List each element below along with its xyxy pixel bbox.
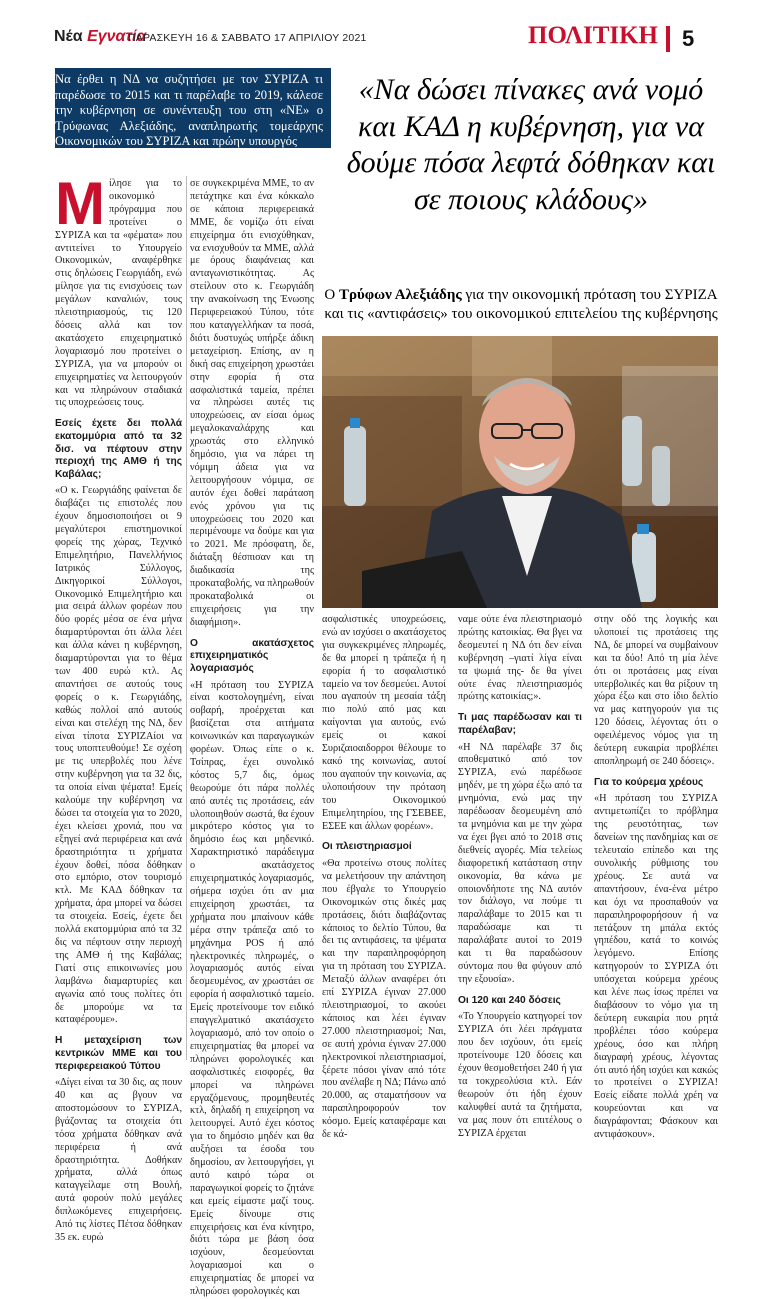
subhead-name: Τρύφων Αλεξιάδης — [339, 287, 462, 303]
page-header — [0, 0, 770, 62]
paragraph: ασφαλιστικές υποχρεώσεις, ενώ αν ισχύσει ο ακατάσχετος για συγκεκριμένες πληρωμές, δε θα μπορεί η τράπεζα ή η εφορία ή το ασφαλιστικό ταμείο να τον δεσμεύει. Αυτοί που αγαπούν τη μεσαία τάξη πιο πολύ από μας και καίγονται για αυτούς, ενώ εμείς οι κακοί Συριζαιοαιδορροι θέλουμε το κακό της κοινωνίας, αυτοί που αγαπούν την κοινωνία, ας υλοποιήσουν την πρόταση του Οικονομικού Επιμελητηρίου, της ΓΣΕΒΕΕ, ΕΣΕΕ και άλλων φορέων». — [322, 614, 446, 833]
article-column-2 — [190, 178, 314, 1058]
brand-part-1: Νέα — [54, 28, 83, 45]
page-number: 5 — [682, 26, 694, 52]
paragraph: «Το Υπουργείο κατηγορεί τον ΣΥΡΙΖΑ ότι λέει πράγματα που δεν ισχύουν, ότι εμείς προτείνουμε 120 δόσεις και έχουν θεσμοθετήσει 240 ή για τα τοκχρεολύσια κτλ. Εάν θεωρούν ότι ήδη έχουν καλυφθεί αυτά τα ζητήματα, να μας πουν ότι επιτέλους ο ΣΥΡΙΖΑ έρχεται — [458, 1011, 582, 1140]
section-subheading: Για το κούρεμα χρέους — [594, 777, 718, 790]
paragraph: σε συγκεκριμένα ΜΜΕ, το αν πετάχτηκε και ένα κόκκαλο σε κάποια περιφερειακά ΜΜΕ, δε νομίζω ότι είναι επιχείρημα ότι ενισχύθηκαν, να ενισχυθούν τα ΜΜΕ, αλλά με όρους διαφάνειας και ανταγωνιστικότητας. Ας στείλουν στο κ. Γεωργιάδη την ανακοίνωση της Ένωσης Περιφερειακού Τύπου, τότε που καταγγελλήκαν τα ποσά, διότι δυστυχώς υπήρξε άδικη μεταχείριση. Επίσης, αν η δική σας επιχείρηση χρωστάει στην εφορία ή στα ασφαλιστικά ταμεία, πρέπει να πληρώσει αυτές τις υποχρεώσεις, αν είσαι όμως μεγαλοκαναλάρχης και χρωστάς στο ελληνικό δημόσιο, για να πάρει τη νόμιμη άδεια για να λειτουργήσουν νόμιμα, σε αυτόν έχει δοθεί παράταση ενός χρόνου για τις υποχρεώσεις του 2020 και περιμένουμε να δούμε και για το 2021. Με πρόσφατη, δε, διάταξη θέσπισαν και τη διαδικασία της προκαταβολής, να πληρωθούν προκαταβολικά οι επιχειρήσεις για την διαφήμιση». — [190, 178, 314, 630]
subheadline — [322, 286, 720, 323]
section-subheading: Ο ακατάσχετος επιχειρηματικός λογαριασμός — [190, 638, 314, 676]
paragraph: στην οδό της λογικής και υλοποιεί τις προτάσεις της ΝΔ, δε μπορεί να συμβαίνουν και τα δύο! Από τη μία λένε ότι οι προτάσεις μας είναι υπερβολικές και θα ρίξουν τη χώρα έξω και στο ίδιο δελτίο να μας κατηγορούν για τις 120 δόσεις, λέγοντας ότι ο οφειλέμενος νόμος για τη δεύτερη ευκαιρία προβλέπει αποπληρωμή σε 240 δόσεις». — [594, 614, 718, 769]
paragraph: «Η ΝΔ παρέλαβε 37 δις αποθεματικό από τον ΣΥΡΙΖΑ, ενώ παρέδωσε μηδέν, με τη χώρα έξω από τα μνημόνια, ενώ μας την παρέδωσαν δεσμευμένη από τα μνημόνια και με την χώρα να έχει βγει από το 2018 στις διεθνείς αγορές. Μία τελείως διαφορετική κατάσταση στην οικονομία, θα κάνω με οποιονδήποτε της ΝΔ αυτόν τον διάλογο, να πούμε τι παραλάβαμε το 2015 και τι παραδώσαμε και τι παραλάβατε αυτοί το 2019 και τι θα παραδώσουν σύντομα που θα φύγουν από την εξουσία». — [458, 742, 582, 987]
article-column-4 — [458, 614, 582, 1058]
section-title: ΠΟΛΙΤΙΚΗ — [528, 22, 646, 50]
paragraph: ναμε ούτε ένα πλειστηριασμό πρώτης κατοικίας. Θα βγει να δεσμευτεί η ΝΔ ότι δεν είναι κυβέρνηση –γιατί λίγα είναι τα ψωμιά της- δε θα γίνει ούτε ένας πλειστηριασμός πρώτης κατοικίας;». — [458, 614, 582, 704]
paragraph: «Η πρόταση του ΣΥΡΙΖΑ αντιμετωπίζει το πρόβλημα της ρευστότητας, των δανείων της πανδημίας και σε τελευταίο επίπεδο και της συνολικής ρύθμισης του χρέους. Σε αυτά να απαντήσουν, ένα-ένα μέτρο και όχι να προσπαθούν να παραπληροφορήσουν ή να πετάξουν τη μπάλα εκτός γηπέδου, κατά το κοινώς λεγόμενο. Επίσης κατηγορούν το ΣΥΡΙΖΑ ότι υπόσχεται κούρεμα χρέους και λένε πως ίσως πρέπει να διαβάσουν το νόμο για τη δεύτερη ευκαιρία που ρητά προβλέπει τόσο κούρεμα χρέους, όσο και πλήρη διαγραφή χρέους, λέγοντας ότι αυτό ήδη ισχύει και κακώς το προτείνει ο ΣΥΡΙΖΑ! Εσείς είδατε πολλά χρέη να κουρεύονται και να διαγράφονται; Φάσκουν και αντιφάσκουν». — [594, 793, 718, 1141]
issue-date: ΠΑΡΑΣΚΕΥΗ 16 & ΣΑΒΒΑΤΟ 17 ΑΠΡΙΛΙΟΥ 2021 — [128, 32, 367, 44]
interviewee-photo — [322, 336, 718, 608]
section-subheading: Η μεταχείριση των κεντρικών ΜΜΕ και του περιφερειακού Τύπου — [55, 1035, 182, 1073]
headline: «Να δώσει πίνακες ανά νομό και ΚΑΔ η κυβέρνηση, για να δούμε πόσα λεφτά δόθηκαν και σε ποιους κλάδους» — [345, 72, 717, 218]
paragraph: «Δίγει είναι τα 30 δις, ας πουν 40 και ας βγουν να αποστομώσουν το ΣΥΡΙΖΑ, βγάζοντας τα στοιχεία ότι τόσα χρήματα δόθηκαν ανά περιφέρεια ή ανά δραστηριότητα. Δοθήκαν χρήματα, αλλά όπως καταγγείλαμε στη Βουλή, αυτά φορούν πολύ μεγάλες διπλωκόμενες επιχειρήσεις. Από τις λίστες Πέτσα δόθηκαν 35 εκ. ευρώ — [55, 1077, 182, 1245]
paragraph: ίλησε για το οικονομικό πρόγραμμα που προτείνει ο ΣΥΡΙΖΑ και τα «φέματα» που αντιτείνει το Υπουργείο Οικονομικών, αναφέρθηκε στις δηλώσεις Γεωργιάδη, ενώ μίλησε για τις ενισχύσεις των μεγάλων καναλιών, τους πλειστηριασμούς, τις 120 δόσεις αλλά και τον ακατάσχετο επιχειρηματικό λογαριασμό που προτείνει ο ΣΥΡΙΖΑ, για να μπορούν οι επιχειρηματίες να λειτουργούν και να πληρώνουν σταδιακά τις υποχρεώσεις τους. — [55, 178, 182, 410]
paragraph: «Ο κ. Γεωργιάδης φαίνεται δε διαβάζει τις επιστολές που έχουν δημοσιοποιήσει οι 9 μεγαλύτεροι επιστημονικοί φορείς της χώρας, Τεχνικό Επιμελητήριο, Πανελλήνιος Ιατρικός Σύλλογος, Δικηγορικοί Σύλλογοι, Οικονομικό Επιμελητήριο και μια σειρά άλλων φορέων που δύο φορές μέσα σε ένα μήνα διαμαρτύρονται ότι άλλα λέει και άλλα κάνει η κυβέρνηση, διαμαρτύρονται για το θέμα των 400 ευρώ κτλ. Ας απαντήσει σε αυτούς τους φορείς ο κ. Γεωργιάδης, καθώς πολλοί από αυτούς είναι και στελέχη της ΝΔ, δεν είναι τίποτα ΣΥΡΙΖΑίοι να τους υποπτευθούμε! Σε σχέση με τις υπερβολές που λένε στην κυβέρνηση για τα 32 δις, τα οποία είναι ψέματα! Εμείς καλούμε την κυβέρνηση να δώσει τα στοιχεία για το 2020, έχει κλείσει χρονιά, που να εξηγεί ανά περιφέρεια και ανά δραστηριότητα τι χρήματα έχουν δοθεί, πόσα δόθηκαν στο εμπόριο, στον τουρισμό κτλ. Με ΚΑΔ δόθηκαν τα χρήματα, άρα μπορεί να δώσει τα στοιχεία. Εσείς, έχετε δει πολλά εκατομμύρια από τα 32 δις να πέφτουν στην περιοχή της ΑΜΘ ή της Καβάλας; Γιατί στις επικοινωνίες μου λαμβάνω διαμαρτυρίες και αγωνία από τους πολίτες ότι δε μπορούμε να τα καταφέρουμε». — [55, 485, 182, 1027]
article-column-5 — [594, 614, 718, 1058]
interview-question: Εσείς έχετε δει πολλά εκατομμύρια από τα 32 δισ. να πέφτουν στην περιοχή της ΑΜΘ ή της Καβάλας; — [55, 418, 182, 481]
section-subheading: Οι πλειστηριασμοί — [322, 841, 446, 854]
section-subheading: Τι μας παρέδωσαν και τι παρέλαβαν; — [458, 712, 582, 737]
header-divider — [666, 26, 670, 52]
section-subheading: Οι 120 και 240 δόσεις — [458, 995, 582, 1008]
article-column-3 — [322, 614, 446, 1058]
paragraph: «Θα προτείνω στους πολίτες να μελετήσουν την απάντηση που έβγαλε το Υπουργείο Οικονομικών στις δικές μας προτάσεις, διότι διαβάζοντας κάποιος το δελτίο Τύπου, θα δει τις αντιφάσεις, τα ψέματα και την παραπληροφόρηση για τη πρόταση του ΣΥΡΙΖΑ. Μεταξύ άλλων αναφέρει ότι επί ΣΥΡΙΖΑ έγιναν 27.000 πλειστηριασμοί, το ακούει κάποιος και λέει έγιναν 27.000 πλειστηριασμοί; Ναι, σε αυτή χρόνια έγιναν 27.000 ηλεκτρονικοί πλειστηριασμοί, ξέρετε πόσοι γίναν από τότε που ανέλαβε η ΝΔ; Πάνω από 20.000, ας σταματήσουν να παραπληροφορούν τον κόσμο. Εμείς καταφέραμε και δε κά- — [322, 858, 446, 1142]
intro-box: Να έρθει η ΝΔ να συζητήσει με τον ΣΥΡΙΖΑ τι παρέδωσε το 2015 και τι παρέλαβε το 2019, κάλεσε την κυβέρνηση σε συνέντευξη του στη «ΝΕ» ο Τρύφωνας Αλεξιάδης, αναπληρωτής τομεάρχης Οικονομικών του ΣΥΡΙΖΑ και πρώην υπουργός — [55, 68, 331, 148]
subhead-pre: Ο — [324, 287, 335, 303]
column-divider — [186, 176, 187, 1060]
article-column-1 — [55, 178, 182, 1058]
drop-cap: Μ — [55, 180, 105, 228]
photo-illustration — [322, 336, 718, 608]
paragraph: «Η πρόταση του ΣΥΡΙΖΑ είναι κοστολογημένη, είναι σοβαρή, προέρχεται και βασίζεται στα αιτήματα κοινωνικών και παραγωγικών φορέων. Όπως είπε ο κ. Τσίπρας, έχει συνολικό κόστος 5,7 δις, όμως θεωρούμε ότι πάρα πολλές από αυτές τις προτάσεις, εάν υλοποιηθούν σωστά, θα έχουν μικρότερο κόστος για το δημόσιο έως και μηδενικό. Χαρακτηριστικό παράδειγμα ο ακατάσχετος επιχειρηματικός λογαριασμός, σήμερα ισχύει ότι αν μια επιχείρηση χρωστάει, τα χρήματα που μπαίνουν κάθε μέρα στην τράπεζα από το μηχάνημα POS ή από ηλεκτρονικές πληρωμές, ο λογαριασμός αυτός είναι δεσμευμένος, αν χρωστάει σε εφορία ή ασφαλιστικό ταμείο. Εμείς προτείνουμε τον ειδικό επαγγελματικό ακατάσχετο λογαριασμό, από τον οποίο ο επιχειρηματίας θα μπορεί να πληρώνει φορολογικές και ασφαλιστικές εισφορές, θα μπορεί να πληρώνει εργαζόμενους, προμηθευτές κτλ, δηλαδή η επιχείρηση να λειτουργεί. Αυτό έχει κόστος για το δημόσιο μηδέν και θα αυξήσει τα έσοδα του δημοσίου, αν λειτουργήσει, γι αυτό καιρό τώρα οι παραγωγικοί φορείς το ζητάνε και εμείς είμαστε μαζί τους. Εμείς δίνουμε στις επιχειρήσεις και ένα κίνητρο, διότι τώρα με βάση όσα ισχύουν, δεσμεύονται λογαριασμοί και ο επιχειρηματίας δε μπορεί να πληρώσει φορολογικές και — [190, 680, 314, 1299]
brand-part-2: Εγνατία — [87, 28, 146, 45]
subhead-post: για την οικονομική πρόταση του ΣΥΡΙΖΑ και τις «αντιφάσεις» του οικονομικού επιτελείου της κυβέρνησης — [324, 287, 717, 322]
